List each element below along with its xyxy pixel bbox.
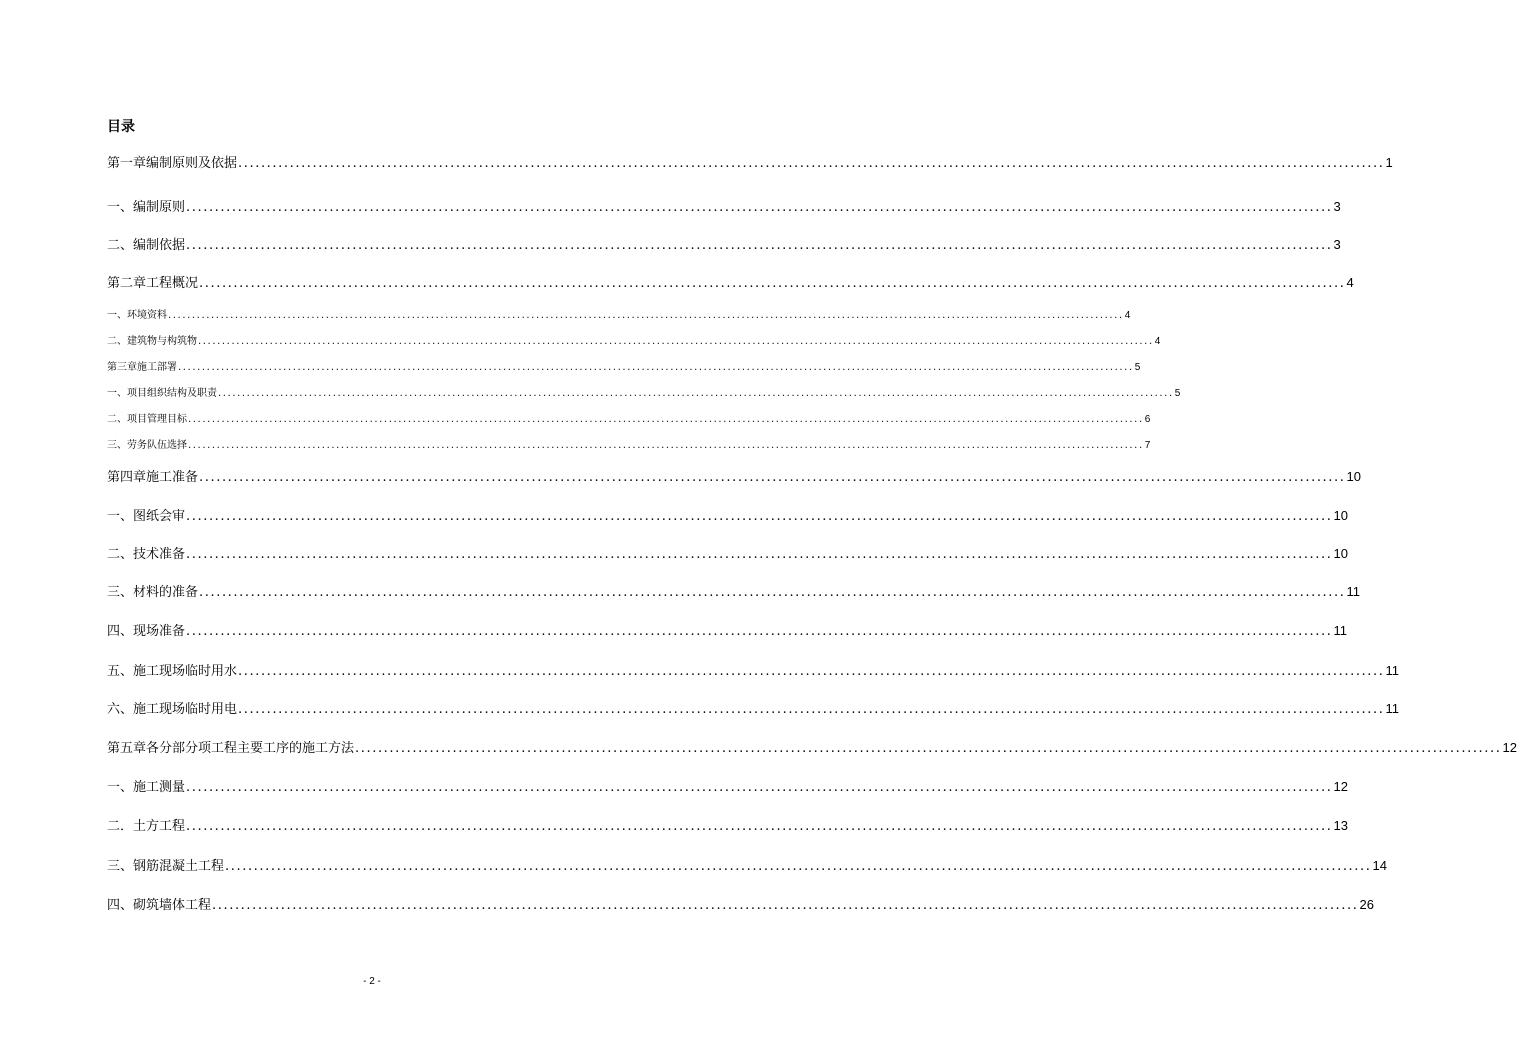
toc-dot-leader: ........................................................................................................................................................................................................ [238,664,1385,679]
toc-entry[interactable] [107,384,1181,399]
toc-entry-page: 11 [1385,663,1399,678]
toc-dot-leader: ........................................................................................................................................................................................................ [186,547,1333,562]
toc-entry-page: 26 [1359,897,1374,912]
toc-entry-title: 一、图纸会审 [107,509,186,524]
toc-entry-title: 第三章施工部署 [107,362,177,373]
toc-entry-title: 一、项目组织结构及职责 [107,388,217,399]
toc-entry[interactable] [107,332,1161,347]
toc-entry-page: 6 [1144,414,1151,425]
toc-title: 目录 [107,119,135,135]
toc-entry-page: 12 [1502,740,1517,755]
toc-dot-leader: ........................................................................................................................................................................................................ [198,336,1154,347]
toc-entry-page: 4 [1346,275,1354,290]
toc-entry-page: 4 [1124,310,1131,321]
toc-dot-leader: ........................................................................................................................................................................................................ [199,585,1346,600]
toc-entry-page: 5 [1134,362,1141,373]
toc-entry[interactable] [107,543,1348,562]
toc-dot-leader: ........................................................................................................................................................................................................ [212,898,1359,913]
toc-entry-title: 二、技术准备 [107,547,186,562]
toc-entry-title: 二、项目管理目标 [107,414,187,425]
toc-entry[interactable] [107,776,1348,795]
toc-entry-page: 10 [1346,469,1361,484]
toc-entry-title: 四、现场准备 [107,624,186,639]
toc-dot-leader: ........................................................................................................................................................................................................ [218,388,1174,399]
toc-entry-title: 第一章编制原则及依据 [107,156,238,171]
toc-entry[interactable] [107,581,1360,600]
toc-entry-page: 1 [1385,155,1393,170]
toc-entry-page: 12 [1333,779,1348,794]
toc-entry[interactable] [107,815,1348,834]
toc-dot-leader: ........................................................................................................................................................................................................ [238,702,1385,717]
toc-entry-page: 11 [1346,584,1360,599]
toc-entry-page: 3 [1333,199,1341,214]
toc-entry[interactable] [107,894,1374,913]
toc-entry[interactable] [107,737,1517,756]
toc-entry-page: 10 [1333,508,1348,523]
toc-dot-leader: ........................................................................................................................................................................................................ [199,276,1346,291]
toc-dot-leader: ........................................................................................................................................................................................................ [186,780,1333,795]
page-number-footer: - 2 - [363,976,381,987]
toc-entry[interactable] [107,698,1399,717]
toc-entry-title: 三、钢筋混凝土工程 [107,859,225,874]
toc-entry[interactable] [107,855,1387,874]
toc-entry-page: 11 [1385,701,1399,716]
toc-entry-title: 三、材料的准备 [107,585,199,600]
toc-dot-leader: ........................................................................................................................................................................................................ [199,470,1346,485]
toc-entry[interactable] [107,152,1393,171]
toc-entry[interactable] [107,620,1347,639]
toc-entry-title: 三、劳务队伍选择 [107,440,187,451]
toc-entry-page: 5 [1174,388,1181,399]
toc-entry-page: 11 [1333,623,1347,638]
toc-dot-leader: ........................................................................................................................................................................................................ [355,741,1502,756]
toc-entry[interactable] [107,234,1341,253]
toc-entry-page: 13 [1333,818,1348,833]
toc-entry-title: 第四章施工准备 [107,470,199,485]
toc-entry-title: 六、施工现场临时用电 [107,702,238,717]
toc-entry[interactable] [107,306,1131,321]
toc-entry[interactable] [107,505,1348,524]
toc-dot-leader: ........................................................................................................................................................................................................ [188,440,1144,451]
toc-dot-leader: ........................................................................................................................................................................................................ [186,509,1333,524]
toc-entry-title: 一、施工测量 [107,780,186,795]
toc-entry-title: 五、施工现场临时用水 [107,664,238,679]
toc-entry-title: 二、编制依据 [107,238,186,253]
toc-entry-title: 第二章工程概况 [107,276,199,291]
toc-entry-page: 4 [1154,336,1161,347]
toc-dot-leader: ........................................................................................................................................................................................................ [238,156,1385,171]
toc-entry-title: 一、环境资料 [107,310,167,321]
toc-entry[interactable] [107,436,1151,451]
toc-entry[interactable] [107,466,1361,485]
toc-dot-leader: ........................................................................................................................................................................................................ [188,414,1144,425]
toc-entry-title: 四、砌筑墙体工程 [107,898,212,913]
toc-entry[interactable] [107,196,1341,215]
toc-entry-page: 14 [1372,858,1387,873]
toc-dot-leader: ........................................................................................................................................................................................................ [168,310,1124,321]
toc-dot-leader: ........................................................................................................................................................................................................ [186,819,1333,834]
toc-entry-title: 二、建筑物与构筑物 [107,336,197,347]
toc-entry-title: 一、编制原则 [107,200,186,215]
toc-entry-page: 10 [1333,546,1348,561]
toc-entry[interactable] [107,660,1399,679]
toc-entry-page: 3 [1333,237,1341,252]
toc-entry[interactable] [107,272,1354,291]
toc-entry-title: 第五章各分部分项工程主要工序的施工方法 [107,741,355,756]
toc-entry[interactable] [107,410,1151,425]
toc-entry-page: 7 [1144,440,1151,451]
toc-dot-leader: ........................................................................................................................................................................................................ [186,624,1333,639]
toc-dot-leader: ........................................................................................................................................................................................................ [225,859,1372,874]
toc-dot-leader: ........................................................................................................................................................................................................ [186,238,1333,253]
toc-dot-leader: ........................................................................................................................................................................................................ [178,362,1134,373]
toc-entry[interactable] [107,358,1141,373]
toc-dot-leader: ........................................................................................................................................................................................................ [186,200,1333,215]
toc-entry-title: 二．土方工程 [107,819,186,834]
